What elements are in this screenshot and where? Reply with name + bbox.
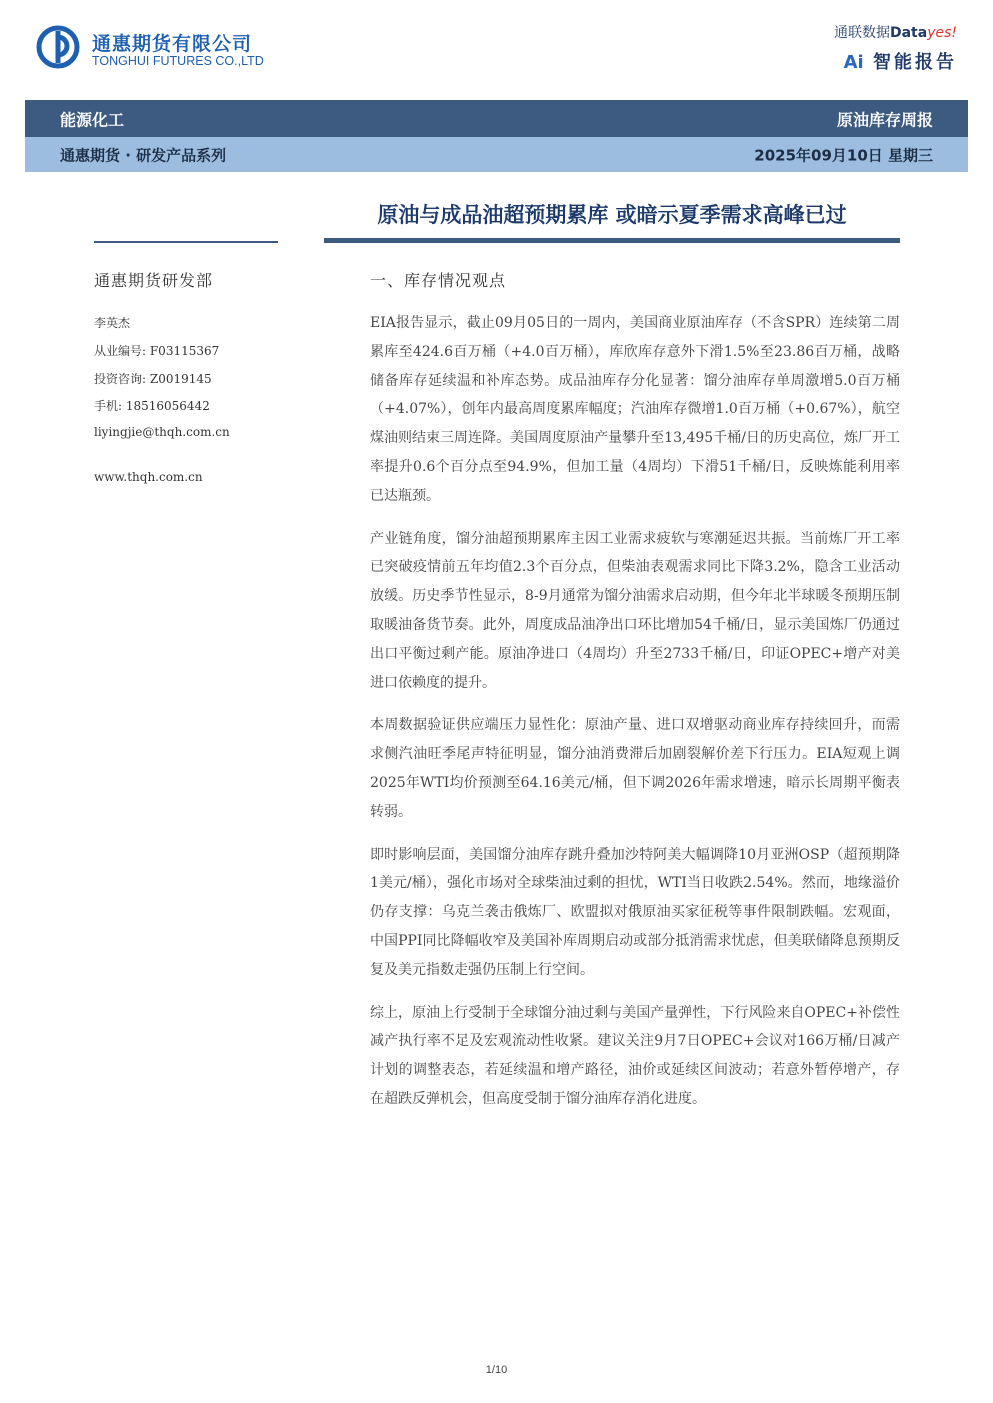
datayes-yes: yes! bbox=[927, 25, 957, 41]
company-name-en: TONGHUI FUTURES CO.,LTD bbox=[92, 54, 264, 68]
paragraph: 综上，原油上行受制于全球馏分油过剩与美国产量弹性，下行风险来自OPEC+补偿性减产执行率不足及宏观流动性收紧。建议关注9月7日OPEC+会议对166万桶/日减产计划的调整表态，若延续温和增产路径，油价或延续区间波动；若意外暂停增产，存在超跌反弹机会，但高度受制于馏分油库存消化进度。 bbox=[370, 1004, 900, 1107]
series-band bbox=[25, 137, 968, 172]
series-label: 通惠期货 · 研发产品系列 bbox=[60, 146, 227, 164]
report-body bbox=[370, 309, 900, 1128]
report-title: 原油与成品油超预期累库 或暗示夏季需求高峰已过 bbox=[377, 203, 847, 227]
phone-number: 手机: 18516056442 bbox=[94, 399, 210, 413]
ai-report-label bbox=[844, 48, 957, 74]
datayes-en: Data bbox=[889, 25, 928, 41]
department-name: 通惠期货研发部 bbox=[94, 271, 214, 290]
title-rule bbox=[324, 238, 900, 243]
author-name: 李英杰 bbox=[94, 316, 131, 330]
website-link[interactable]: www.thqh.com.cn bbox=[94, 470, 203, 484]
page-number: 1/10 bbox=[485, 1364, 508, 1376]
category-band bbox=[25, 100, 968, 137]
email-link[interactable]: liyingjie@thqh.com.cn bbox=[94, 425, 230, 439]
ai-label: Ai bbox=[843, 52, 864, 73]
license-number: 从业编号: F03115367 bbox=[94, 344, 220, 358]
report-type-label: 原油库存周报 bbox=[836, 110, 933, 129]
consult-number: 投资咨询: Z0019145 bbox=[94, 372, 212, 386]
category-label: 能源化工 bbox=[60, 110, 125, 129]
tonghui-logo-icon bbox=[36, 25, 80, 69]
datayes-logo bbox=[834, 22, 957, 42]
section-heading: 一、库存情况观点 bbox=[370, 271, 507, 290]
paragraph: EIA报告显示，截止09月05日的一周内，美国商业原油库存（不含SPR）连续第二周累库至424.6百万桶（+4.0百万桶），库欣库存意外下滑1.5%至23.86百万桶，战略储备库存延续温和补库态势。成品油库存分化显著：馏分油库存单周激增5.0百万桶（+4.07%），创年内最高周度累库幅度；汽油库存微增1.0百万桶（+0.67%），航空煤油则结束三周连降。美国周度原油产量攀升至13,495千桶/日的历史高位，炼厂开工率提升0.6个百分点至94.9%，但加工量（4周均）下滑51千桶/日，反映炼能利用率已达瓶颈。 bbox=[370, 315, 900, 504]
paragraph: 产业链角度，馏分油超预期累库主因工业需求疲软与寒潮延迟共振。当前炼厂开工率已突破疫情前五年均值2.3个百分点，但柴油表观需求同比下降3.2%，隐含工业活动放缓。历史季节性显示，8-9月通常为馏分油需求启动期，但今年北半球暖冬预期压制取暖油备货节奏。此外，周度成品油净出口环比增加54千桶/日，显示美国炼厂仍通过出口平衡过剩产能。原油净进口（4周均）升至2733千桶/日，印证OPEC+增产对美进口依赖度的提升。 bbox=[370, 530, 900, 691]
paragraph: 本周数据验证供应端压力显性化：原油产量、进口双增驱动商业库存持续回升，而需求侧汽油旺季尾声特征明显，馏分油消费滞后加剧裂解价差下行压力。EIA短观上调2025年WTI均价预测至64.16美元/桶，但下调2026年需求增速，暗示长周期平衡表转弱。 bbox=[370, 717, 900, 820]
paragraph: 即时影响层面，美国馏分油库存跳升叠加沙特阿美大幅调降10月亚洲OSP（超预期降1美元/桶），强化市场对全球柴油过剩的担忧，WTI当日收跌2.54%。然而，地缘溢价仍存支撑：乌克兰袭击俄炼厂、欧盟拟对俄原油买家征税等事件限制跌幅。宏观面，中国PPI同比降幅收窄及美国补库周期启动或部分抵消需求忧虑，但美联储降息预期反复及美元指数走强仍压制上行空间。 bbox=[370, 846, 900, 978]
datayes-cn: 通联数据 bbox=[833, 25, 890, 41]
report-label: 智能报告 bbox=[873, 52, 957, 73]
company-name-cn: 通惠期货有限公司 bbox=[92, 33, 253, 55]
report-date: 2025年09月10日 星期三 bbox=[754, 146, 933, 164]
sidebar-rule bbox=[94, 241, 278, 243]
